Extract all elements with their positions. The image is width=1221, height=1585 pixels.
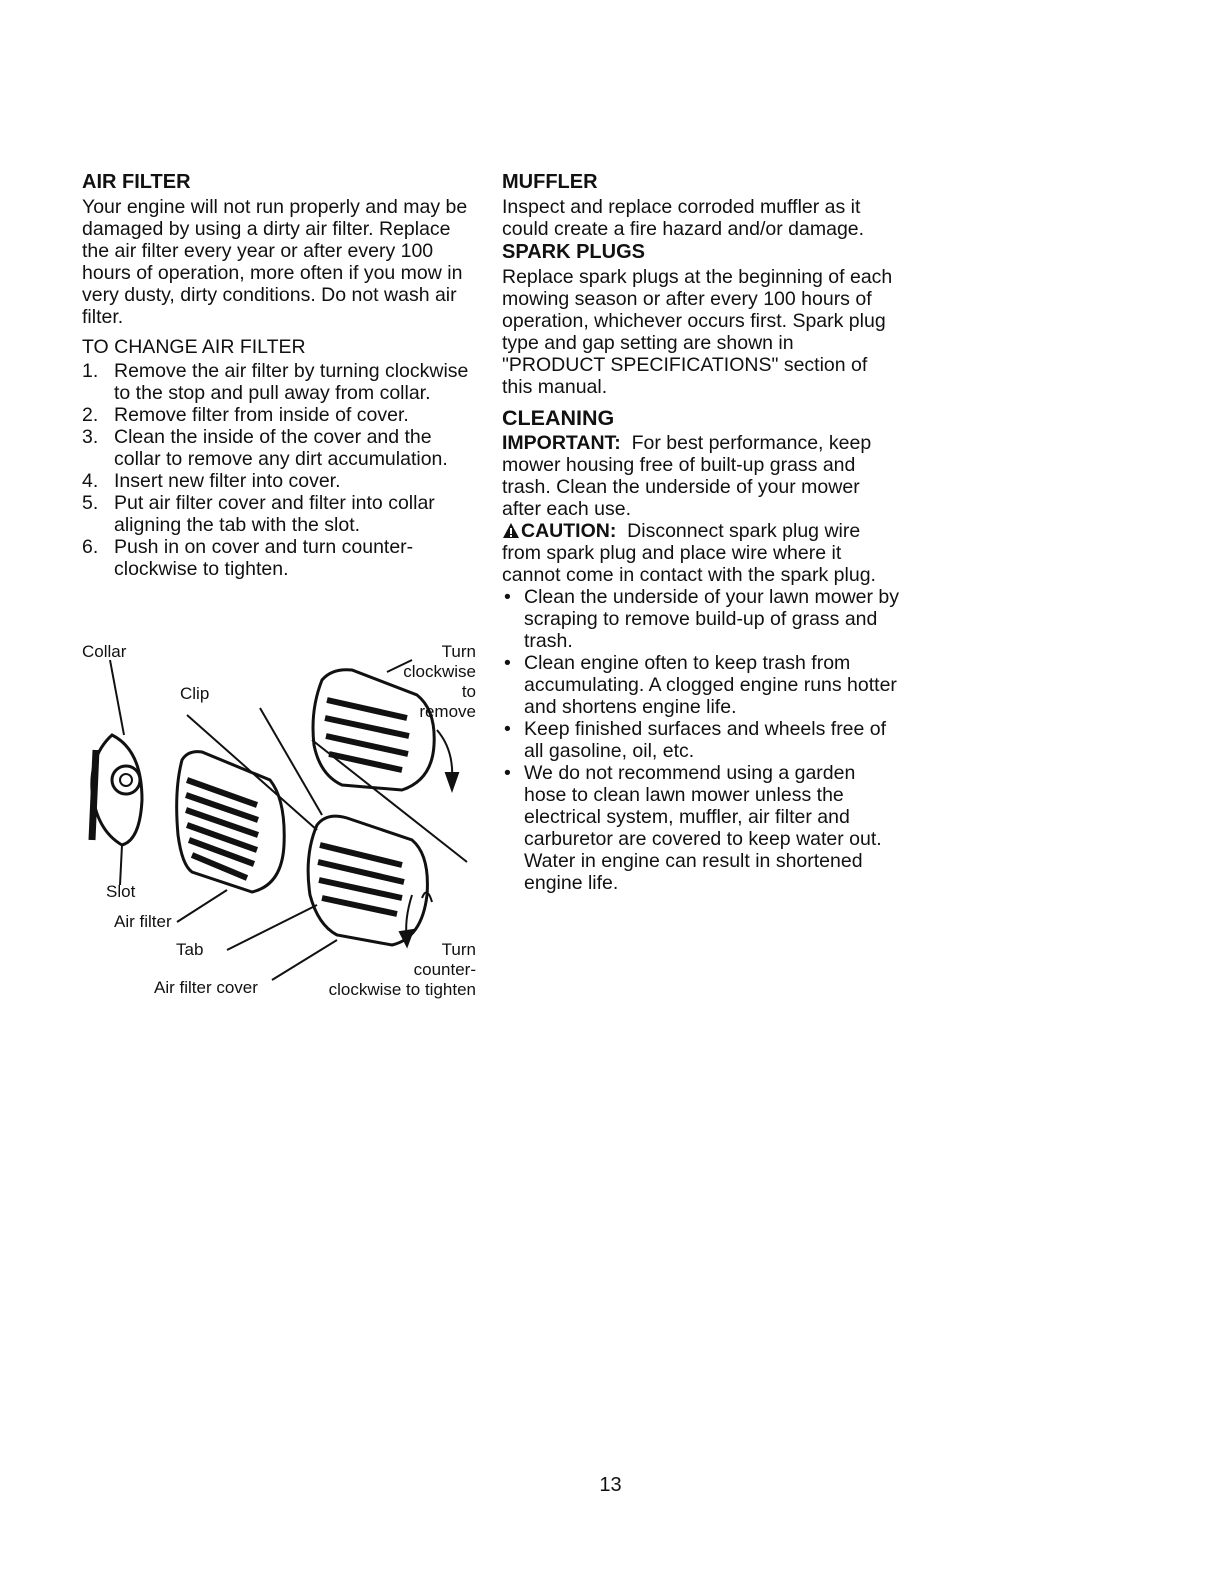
list-item (502, 652, 902, 718)
left-column (82, 170, 480, 580)
change-air-filter-subheading: TO CHANGE AIR FILTER (82, 336, 306, 358)
step-number: 4. (82, 470, 99, 492)
right-column (502, 170, 902, 894)
step-text: Put air filter cover and filter into collar aligning the tab with the slot. (114, 492, 435, 536)
list-item (502, 718, 902, 762)
collar-label: Collar (82, 642, 127, 661)
step-text: Push in on cover and turn counter-clockwise to tighten. (114, 536, 414, 580)
cleaning-bullets (502, 586, 902, 894)
clockwise-label: clockwise (403, 662, 476, 681)
turn-ccw-label: Turn (441, 940, 476, 959)
spark-plugs-text: Replace spark plugs at the beginning of each mowing season or after every 100 hours of operation, whichever occurs first. Spark plug type and gap setting are shown in "PRODUCT SPECIFICATIONS" section of this manual. (502, 266, 893, 398)
step-item (82, 426, 480, 470)
air-filter-label: Air filter (114, 912, 172, 931)
caution-text: Disconnect spark plug wire from spark plug and place wire where it cannot come in contact with the spark plug. (502, 520, 876, 586)
muffler-heading: MUFFLER (502, 171, 598, 193)
warning-triangle-icon (502, 522, 520, 539)
important-paragraph (502, 432, 902, 520)
to-label: to (461, 682, 476, 701)
list-item (502, 762, 902, 894)
air-filter-heading: AIR FILTER (82, 171, 191, 193)
cleaning-heading: CLEANING (502, 406, 615, 430)
step-item (82, 404, 480, 426)
caution-paragraph (502, 520, 902, 586)
bullet-text: Clean engine often to keep trash from accumulating. A clogged engine runs hotter and shortens engine life. (524, 652, 897, 718)
list-item (502, 586, 902, 652)
page-number: 13 (599, 1474, 622, 1496)
bullet-icon: • (504, 652, 511, 674)
bullet-icon: • (504, 762, 511, 784)
bullet-text: We do not recommend using a garden hose to clean lawn mower unless the electrical system, muffler, air filter and carburetor are covered to keep water out. Water in engine can result in shortened engine life. (524, 762, 882, 894)
step-text: Insert new filter into cover. (114, 470, 341, 492)
air-filter-cover-label: Air filter cover (154, 978, 258, 997)
air-filter-intro: Your engine will not run properly and may be damaged by using a dirty air filter. Replace the air filter every year or after every 100 hours of operation, more often if you mow in very dusty, dirty conditions. Do not wash air filter. (82, 196, 468, 328)
step-text: Remove filter from inside of cover. (114, 404, 409, 426)
spark-plugs-heading: SPARK PLUGS (502, 241, 645, 263)
step-item (82, 470, 480, 492)
air-filter-illustration (82, 640, 482, 1005)
caution-label: CAUTION: (521, 520, 617, 542)
step-number: 5. (82, 492, 99, 514)
counter-label: counter- (413, 960, 476, 979)
tab-label: Tab (176, 940, 204, 959)
bullet-icon: • (504, 718, 511, 740)
air-filter-steps (82, 360, 480, 580)
turn-label: Turn (441, 642, 476, 661)
step-item (82, 360, 480, 404)
step-item (82, 536, 480, 580)
bullet-text: Clean the underside of your lawn mower by scraping to remove build-up of grass and trash. (524, 586, 900, 652)
step-text: Clean the inside of the cover and the collar to remove any dirt accumulation. (114, 426, 448, 470)
bullet-text: Keep finished surfaces and wheels free of all gasoline, oil, etc. (524, 718, 887, 762)
muffler-text: Inspect and replace corroded muffler as it could create a fire hazard and/or damage. (502, 196, 865, 240)
important-label: IMPORTANT: (502, 432, 621, 454)
air-filter-diagram (82, 640, 482, 1005)
bullet-icon: • (504, 586, 511, 608)
remove-label: remove (419, 702, 476, 721)
clip-label: Clip (180, 684, 210, 703)
important-text: For best performance, keep mower housing free of built-up grass and trash. Clean the underside of your mower after each use. (502, 432, 872, 520)
step-number: 6. (82, 536, 99, 558)
step-number: 1. (82, 360, 99, 382)
step-text: Remove the air filter by turning clockwise to the stop and pull away from collar. (114, 360, 469, 404)
step-number: 2. (82, 404, 99, 426)
step-number: 3. (82, 426, 99, 448)
step-item (82, 492, 480, 536)
slot-label: Slot (106, 882, 136, 901)
clockwise-to-tighten-label: clockwise to tighten (328, 980, 476, 999)
